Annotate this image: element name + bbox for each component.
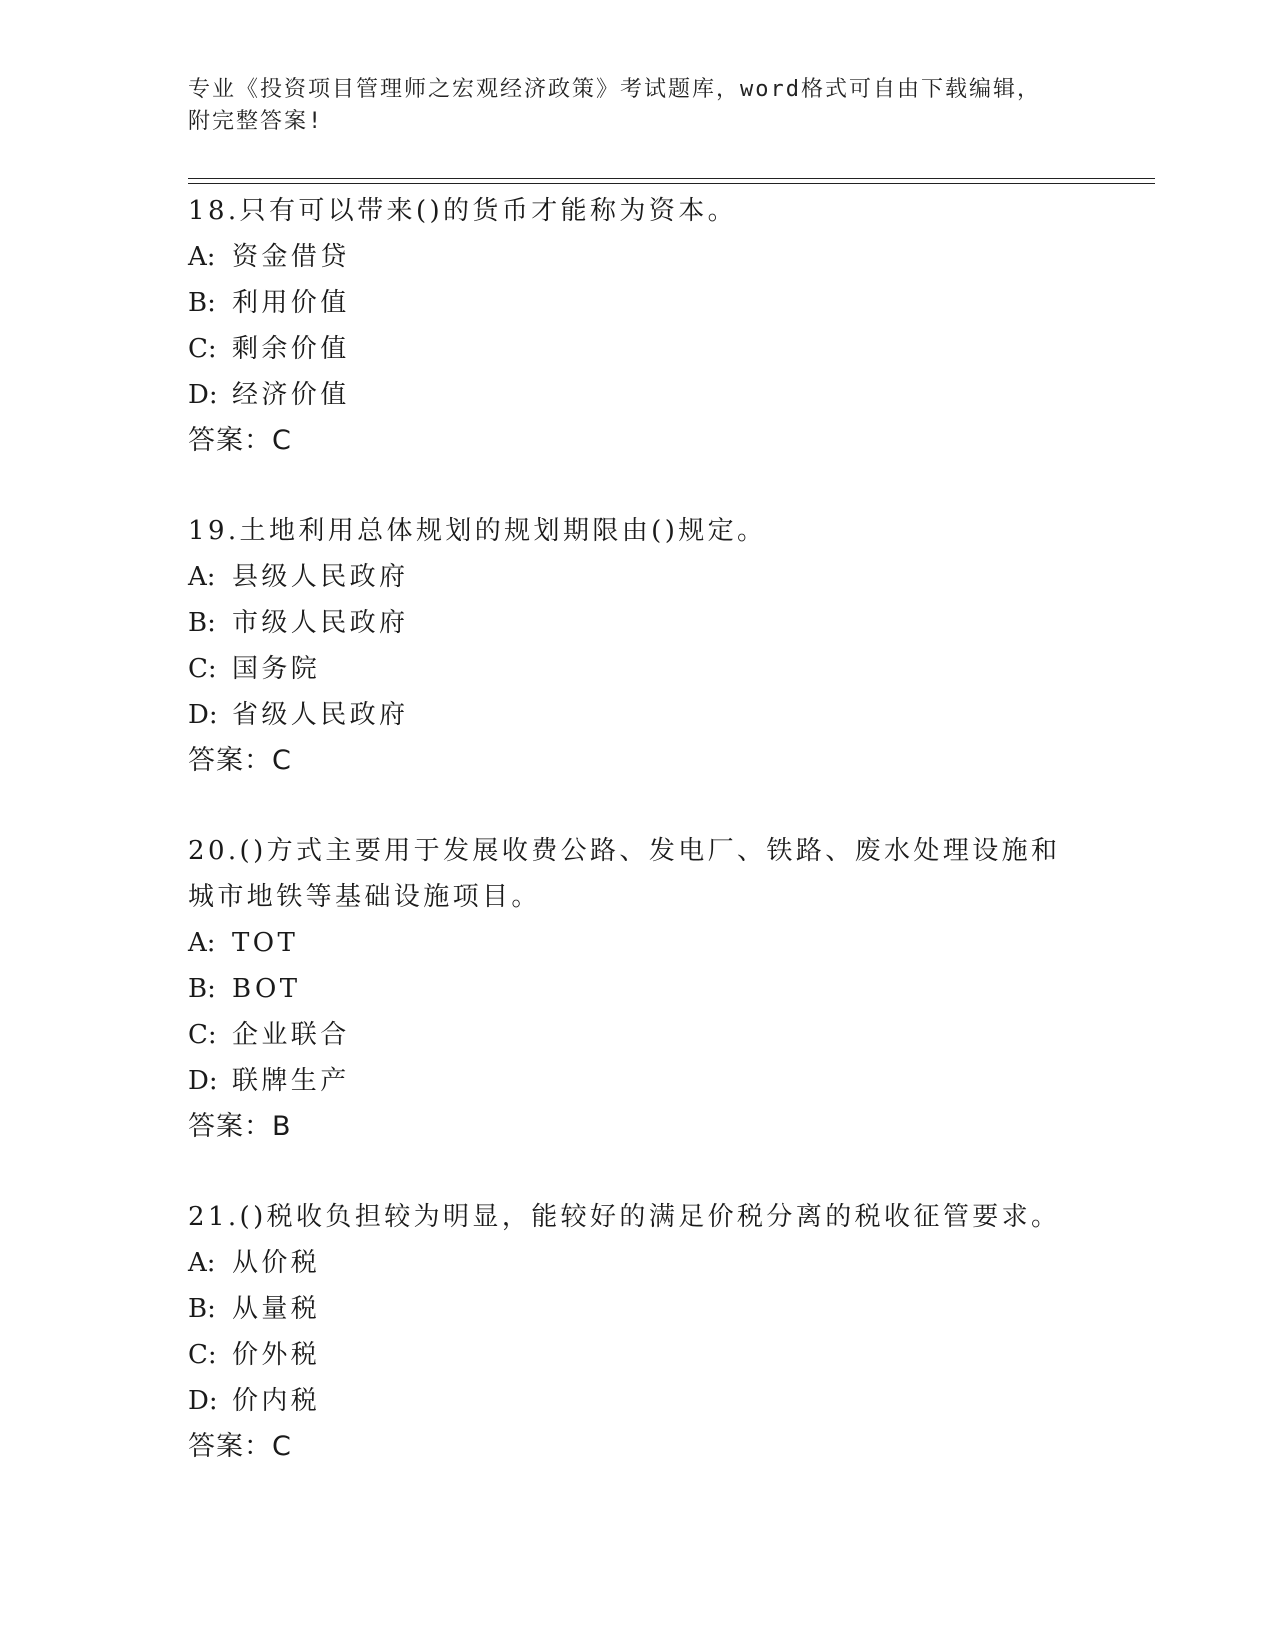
option-c <box>188 1012 1088 1058</box>
option-key: D: <box>188 1066 218 1096</box>
option-d <box>188 1378 1088 1424</box>
option-d <box>188 372 1088 418</box>
option-text: 经济价值 <box>232 380 350 410</box>
option-text: 从量税 <box>232 1294 321 1324</box>
option-key: C: <box>188 654 217 684</box>
question-stem: 19.土地利用总体规划的规划期限由()规定。 <box>188 516 767 546</box>
answer: 答案：C <box>188 425 292 456</box>
option-d <box>188 692 1088 738</box>
option-key: D: <box>188 700 218 730</box>
header-line-2: 附完整答案! <box>188 109 324 134</box>
option-key: A: <box>188 562 216 592</box>
option-c <box>188 646 1088 692</box>
option-text: BOT <box>232 974 301 1004</box>
header-line-1: 专业《投资项目管理师之宏观经济政策》考试题库，word格式可自由下载编辑， <box>188 77 1041 102</box>
document-header <box>188 74 1088 138</box>
option-text: 利用价值 <box>232 288 350 318</box>
option-key: C: <box>188 1340 217 1370</box>
question-21 <box>188 1194 1088 1470</box>
answer: 答案：B <box>188 1111 292 1142</box>
option-text: 市级人民政府 <box>232 608 409 638</box>
option-text: 资金借贷 <box>232 242 350 272</box>
option-key: A: <box>188 928 216 958</box>
question-19 <box>188 508 1088 784</box>
option-key: B: <box>188 1294 216 1324</box>
option-text: 县级人民政府 <box>232 562 409 592</box>
question-20 <box>188 828 1088 1150</box>
option-b <box>188 1286 1088 1332</box>
option-text: 国务院 <box>232 654 321 684</box>
option-key: B: <box>188 608 216 638</box>
option-d <box>188 1058 1088 1104</box>
option-a <box>188 1240 1088 1286</box>
option-text: 省级人民政府 <box>232 700 409 730</box>
option-text: 价外税 <box>232 1340 321 1370</box>
option-text: 剩余价值 <box>232 334 350 364</box>
header-divider-top <box>188 178 1155 179</box>
option-key: A: <box>188 242 216 272</box>
option-c <box>188 1332 1088 1378</box>
option-key: A: <box>188 1248 216 1278</box>
question-stem: 20.()方式主要用于发展收费公路、发电厂、铁路、废水处理设施和城市地铁等基础设施项目。 <box>188 836 1061 912</box>
option-a <box>188 554 1088 600</box>
option-text: 企业联合 <box>232 1020 350 1050</box>
option-text: TOT <box>232 928 299 958</box>
option-key: D: <box>188 380 218 410</box>
answer: 答案：C <box>188 1431 292 1462</box>
answer: 答案：C <box>188 745 292 776</box>
header-divider-bottom <box>188 183 1155 184</box>
question-stem: 18.只有可以带来()的货币才能称为资本。 <box>188 196 738 226</box>
option-text: 从价税 <box>232 1248 321 1278</box>
option-text: 价内税 <box>232 1386 321 1416</box>
question-18 <box>188 188 1088 464</box>
option-text: 联牌生产 <box>232 1066 350 1096</box>
option-b <box>188 600 1088 646</box>
question-stem: 21.()税收负担较为明显，能较好的满足价税分离的税收征管要求。 <box>188 1202 1061 1232</box>
option-a <box>188 234 1088 280</box>
option-key: C: <box>188 1020 217 1050</box>
option-key: C: <box>188 334 217 364</box>
option-c <box>188 326 1088 372</box>
option-key: B: <box>188 288 216 318</box>
option-b <box>188 280 1088 326</box>
option-b <box>188 966 1088 1012</box>
option-key: B: <box>188 974 216 1004</box>
option-key: D: <box>188 1386 218 1416</box>
option-a <box>188 920 1088 966</box>
